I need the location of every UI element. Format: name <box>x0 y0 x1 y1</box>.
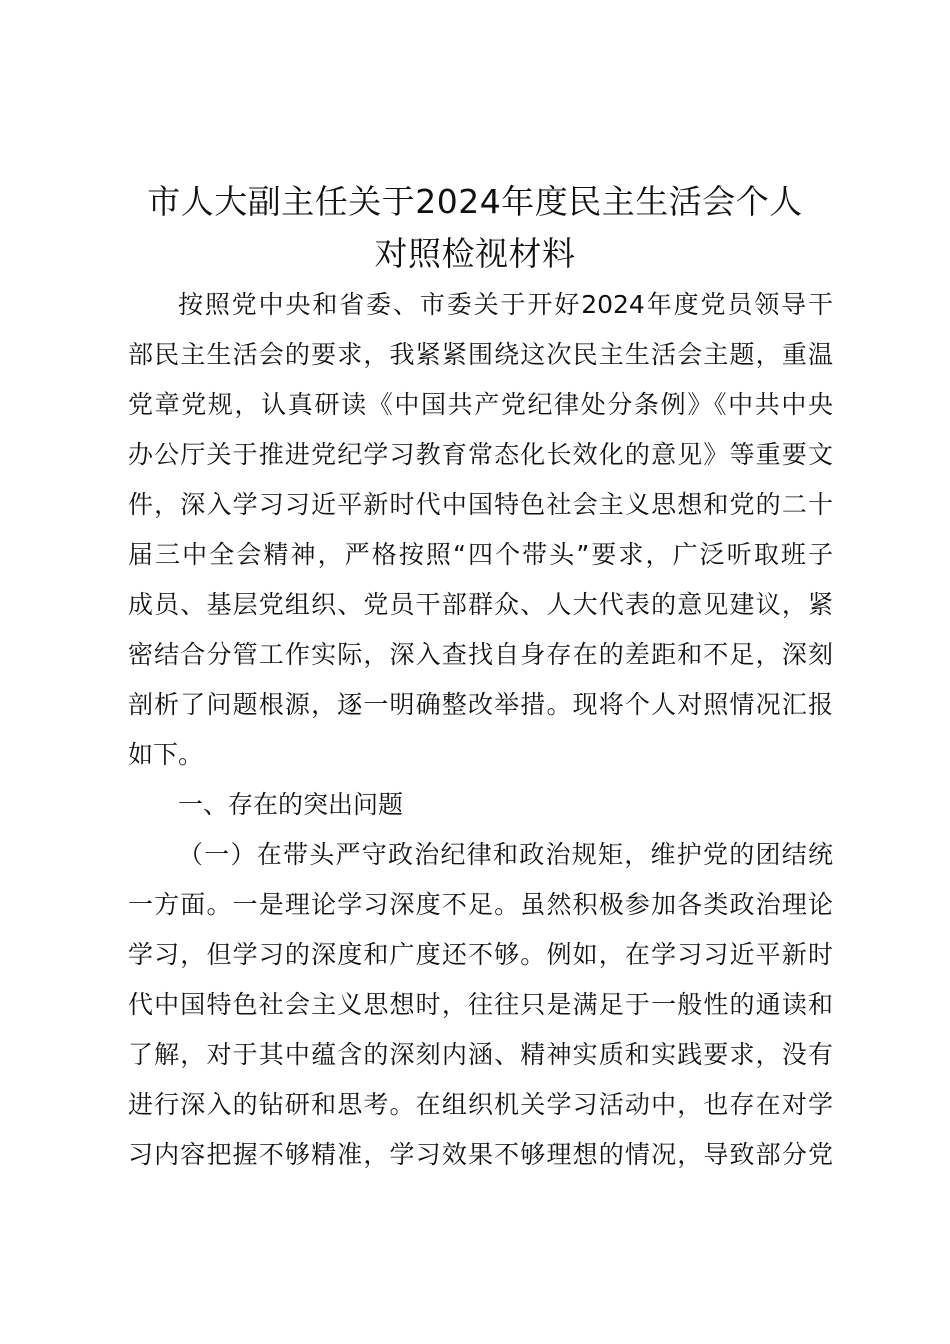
document-body <box>128 280 833 1180</box>
title-line-1: 市人大副主任关于2024年度民主生活会个人 <box>147 182 803 221</box>
text-line: 习内容把握不够精准，学习效果不够理想的情况，导致部分党 <box>128 1140 833 1169</box>
text-line: 件，深入学习习近平新时代中国特色社会主义思想和党的二十 <box>128 490 833 519</box>
text-line: 了解，对于其中蕴含的深刻内涵、精神实质和实践要求，没有 <box>128 1040 833 1069</box>
text-line: 进行深入的钻研和思考。在组织机关学习活动中，也存在对学 <box>128 1090 833 1119</box>
text-line: 学习，但学习的深度和广度还不够。例如，在学习习近平新时 <box>128 940 833 969</box>
text-line: 办公厅关于推进党纪学习教育常态化长效化的意见》等重要文 <box>128 440 833 469</box>
text-line: 一、存在的突出问题 <box>178 790 404 819</box>
text-line: 部民主生活会的要求，我紧紧围绕这次民主生活会主题，重温 <box>128 340 833 369</box>
title-line-2: 对照检视材料 <box>374 234 576 273</box>
text-line: 届三中全会精神，严格按照“四个带头”要求，广泛听取班子 <box>128 540 833 569</box>
text-line: 代中国特色社会主义思想时，往往只是满足于一般性的通读和 <box>128 990 833 1019</box>
text-line: 按照党中央和省委、市委关于开好2024年度党员领导干 <box>178 290 833 319</box>
text-line: 成员、基层党组织、党员干部群众、人大代表的意见建议，紧 <box>128 590 833 619</box>
document-title <box>100 176 850 280</box>
text-line: 剖析了问题根源，逐一明确整改举措。现将个人对照情况汇报 <box>128 690 833 719</box>
text-line: 如下。 <box>128 740 204 769</box>
text-line: 密结合分管工作实际，深入查找自身存在的差距和不足，深刻 <box>128 640 833 669</box>
text-line: 一方面。一是理论学习深度不足。虽然积极参加各类政治理论 <box>128 890 833 919</box>
text-line: （一）在带头严守政治纪律和政治规矩，维护党的团结统 <box>178 840 833 869</box>
text-line: 党章党规，认真研读《中国共产党纪律处分条例》《中共中央 <box>128 390 833 419</box>
